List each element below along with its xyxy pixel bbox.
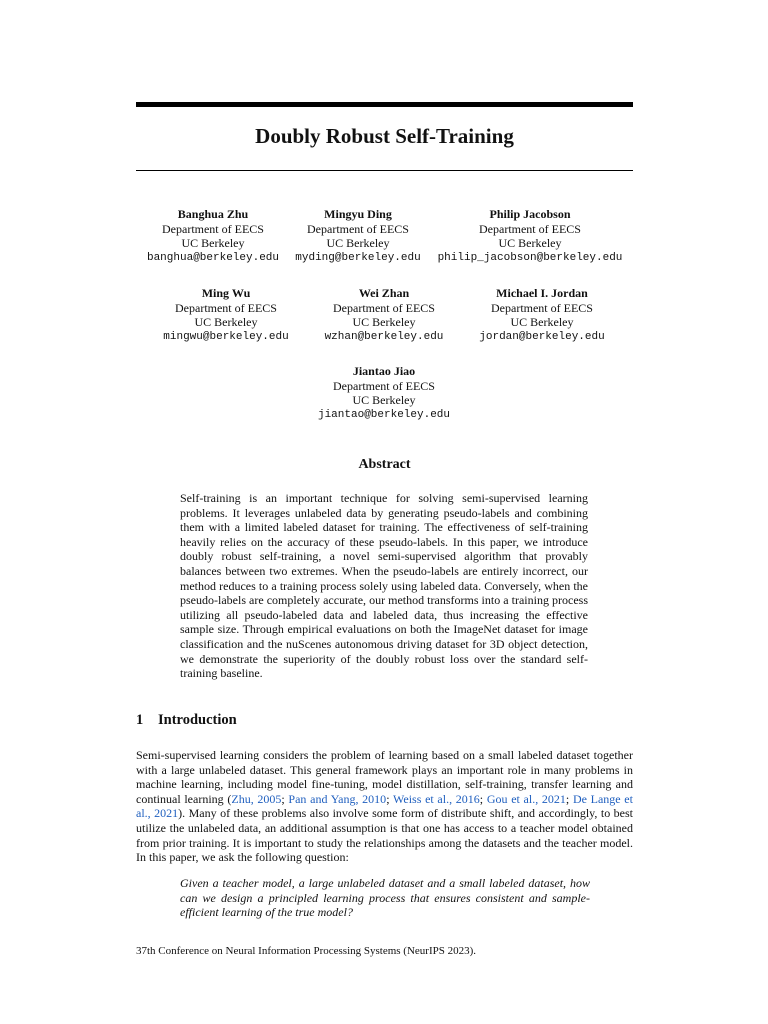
author-org: UC Berkeley [194,315,258,329]
author-dept: Department of EECS [491,300,593,315]
author-org: UC Berkeley [498,236,562,250]
author-dept: Department of EECS [162,221,264,236]
author-email[interactable]: jiantao@berkeley.edu [317,408,451,421]
conference-footer: 37th Conference on Neural Information Processing Systems (NeurIPS 2023). [136,945,477,957]
author-name: Michael I. Jordan [496,286,588,300]
author-email[interactable]: jordan@berkeley.edu [479,330,605,343]
author-org: UC Berkeley [352,315,416,329]
author-org: UC Berkeley [326,236,390,250]
author-block [309,286,459,344]
abstract-text: Self-training is an important technique for solving semi-supervised learning problems. It leverages unlabeled data by generating pseudo-labels and combining them with a limited labeled dataset for training. The effectiveness of self-training heavily relies on the accuracy of these pseudo-labels. In this paper, we introduce doubly robust self-training, a novel semi-supervised algorithm that provably balances between two extremes. When the pseudo-labels are entirely incorrect, our method reduces to a training process solely using labeled data. Conversely, when the pseudo-labels are completely accurate, our method transforms into a training process utilizing all pseudo-labeled data and labeled data, thus increasing the effective sample size. Through empirical evaluations on both the ImageNet dataset for image classification and the nuScenes autonomous driving dataset for 3D object detection, we demonstrate the superiority of the doubly robust loss over the standard self-training baseline. [180,491,588,681]
abstract-heading: Abstract [358,457,411,472]
author-email[interactable]: philip_jacobson@berkeley.edu [437,251,623,264]
author-name: Banghua Zhu [177,207,249,221]
citation-link[interactable]: Zhu, 2005 [231,791,282,806]
author-name: Jiantao Jiao [352,364,416,378]
paper-title: Doubly Robust Self-Training [255,124,514,148]
intro-text: ). Many of these problems also involve some form of distribute shift, and accordingly, to best utilize the unlabeled data, an additional assumption is that one has access to a teacher model obtained from prior training. It is important to study the relationships among the datasets and the teacher model. In this paper, we ask the following question: [136,806,633,865]
author-email[interactable]: mingwu@berkeley.edu [163,330,289,343]
title-bottom-rule [136,170,633,171]
author-dept: Department of EECS [333,300,435,315]
author-name: Ming Wu [201,286,251,300]
author-name: Philip Jacobson [489,207,571,221]
author-org: UC Berkeley [181,236,245,250]
author-name: Wei Zhan [358,286,410,300]
author-org: UC Berkeley [510,315,574,329]
section-heading [136,712,237,729]
author-email[interactable]: myding@berkeley.edu [295,251,421,264]
author-block [151,286,301,344]
intro-paragraph: Semi-supervised learning considers the problem of learning based on a small labeled dataset together with a large unlabeled dataset. This general framework plays an important role in many problems in machine learning, including model fine-tuning, model distillation, self-training, transfer learning and continual learning (Zhu, 2005; Pan and Yang, 2010; Weiss et al., 2016; Gou et al., 2021; De Lange et al., 2021). Many of these problems also involve some form of distribute shift, and accordingly, to best utilize the unlabeled data, an additional assumption is that one has access to a teacher model obtained from prior training. It is important to study the relationships among the datasets and the teacher model. In this paper, we ask the following question: [136,748,633,865]
author-dept: Department of EECS [333,378,435,393]
citation-link[interactable]: Weiss et al., 2016 [393,791,480,806]
author-dept: Department of EECS [479,221,581,236]
citation-link[interactable]: Pan and Yang, 2010 [288,791,387,806]
author-email[interactable]: wzhan@berkeley.edu [324,330,444,343]
research-question: Given a teacher model, a large unlabeled dataset and a small labeled dataset, how can we design a principled learning process that ensures consistent and sample-efficient learning of the true model? [180,876,590,920]
author-org: UC Berkeley [352,393,416,407]
citation-link[interactable]: De Lange et al., 2021 [136,791,633,821]
section-number: 1 [136,712,144,728]
author-block [309,364,459,422]
author-dept: Department of EECS [175,300,277,315]
citation-link[interactable]: Gou et al., 2021 [486,791,566,806]
author-block [430,207,630,265]
author-block [288,207,428,265]
title-top-rule [136,102,633,107]
author-block [467,286,617,344]
author-email[interactable]: banghua@berkeley.edu [146,251,280,264]
author-block [138,207,288,265]
section-title: Introduction [158,712,237,728]
author-dept: Department of EECS [307,221,409,236]
intro-text: Semi-supervised learning considers the problem of learning based on a small labeled dataset together with a large unlabeled dataset. This general framework plays an important role in many problems in machine learning, including model fine-tuning, model distillation, self-training, transfer learning and continual learning ( [136,748,633,806]
author-name: Mingyu Ding [324,207,392,221]
